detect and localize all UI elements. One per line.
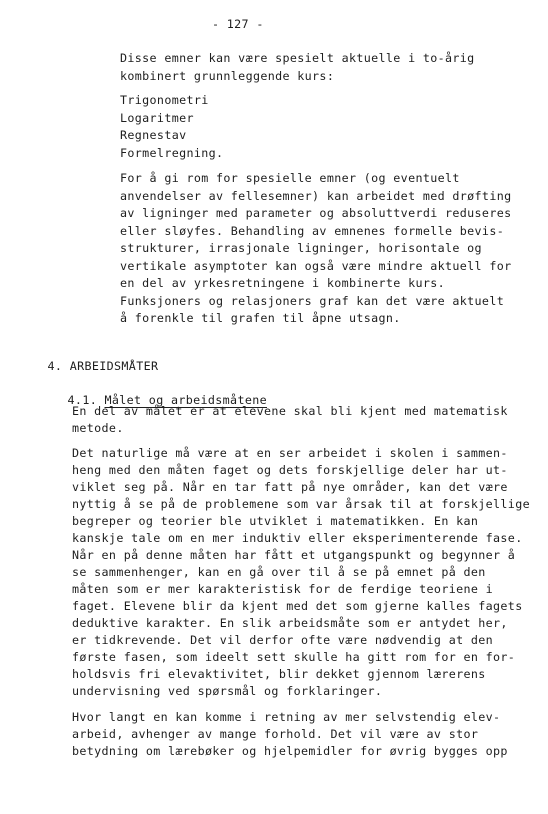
text-line: vertikale asymptoter kan også være mindre aktuell for bbox=[120, 259, 512, 273]
text-line: er tidkrevende. Det vil derfor ofte være nødvendig at den bbox=[72, 633, 494, 647]
section-title: ARBEIDSMÅTER bbox=[69, 359, 159, 373]
text-line: For å gi rom for spesielle emner (og eventuelt bbox=[120, 171, 460, 185]
text-line: å forenkle til grafen til åpne utsagn. bbox=[120, 311, 401, 325]
list-item: Trigonometri bbox=[120, 93, 209, 107]
text-line: viklet seg på. Når en tar fatt på nye områder, kan det være bbox=[72, 480, 508, 494]
text-line: strukturer, irrasjonale ligninger, horisontale og bbox=[120, 241, 482, 255]
text-line: begreper og teorier ble utviklet i matematikken. En kan bbox=[72, 514, 479, 528]
text-line: heng med den måten faget og dets forskjellige deler har ut- bbox=[72, 463, 508, 477]
text-line: en del av yrkesretningene i kombinerte kurs. bbox=[120, 276, 446, 290]
text-line: holdsvis fri elevaktivitet, blir dekket gjennom lærerens bbox=[72, 667, 486, 681]
list-item: Regnestav bbox=[120, 128, 187, 142]
subsection-title: Målet og arbeidsmåtene bbox=[104, 393, 267, 407]
section-number: 4. bbox=[47, 359, 63, 373]
text-line: anvendelser av fellesemner) kan arbeidet med drøfting bbox=[120, 189, 512, 203]
list-item: Logaritmer bbox=[120, 111, 194, 125]
text-line: kanskje tale om en mer induktiv eller eksperimenterende fase. bbox=[72, 531, 523, 545]
text-line: Hvor langt en kan komme i retning av mer selvstendig elev- bbox=[72, 710, 501, 724]
text-line: første fasen, som ideelt sett skulle ha gitt rom for en for- bbox=[72, 650, 516, 664]
list-item: Formelregning. bbox=[120, 146, 224, 160]
text-line: Disse emner kan være spesielt aktuelle i to-årig bbox=[120, 51, 475, 65]
text-line: kombinert grunnleggende kurs: bbox=[120, 69, 335, 83]
text-line: Det naturlige må være at en ser arbeidet i skolen i sammen- bbox=[72, 446, 508, 460]
page-number: - 127 - bbox=[212, 17, 264, 31]
text-line: av ligninger med parameter og absoluttverdi reduseres bbox=[120, 206, 512, 220]
text-line: En del av målet er at elevene skal bli kjent med matematisk bbox=[72, 404, 508, 418]
text-line: eller sløyfes. Behandling av emnenes formelle bevis- bbox=[120, 224, 505, 238]
text-line: nyttig å se på de problemene som var årsak til at forskjellige bbox=[72, 497, 530, 511]
text-line: betydning om lærebøker og hjelpemidler for øvrig bygges opp bbox=[72, 744, 508, 758]
text-line: faget. Elevene blir da kjent med det som gjerne kalles fagets bbox=[72, 599, 523, 613]
text-line: undervisning ved spørsmål og forklaringer. bbox=[72, 684, 383, 698]
text-line: metode. bbox=[72, 421, 124, 435]
text-line: deduktive karakter. En slik arbeidsmåte som er antydet her, bbox=[72, 616, 508, 630]
text-line: arbeid, avhenger av mange forhold. Det vil være av stor bbox=[72, 727, 479, 741]
text-line: se sammenhenger, kan en gå over til å se på emnet på den bbox=[72, 565, 486, 579]
text-line: Funksjoners og relasjoners graf kan det være aktuelt bbox=[120, 294, 505, 308]
text-line: måten som er mer karakteristisk for de ferdige teoriene i bbox=[72, 582, 494, 596]
subsection-number: 4.1. bbox=[67, 393, 98, 407]
text-line: Når en på denne måten har fått et utgangspunkt og begynner å bbox=[72, 548, 516, 562]
